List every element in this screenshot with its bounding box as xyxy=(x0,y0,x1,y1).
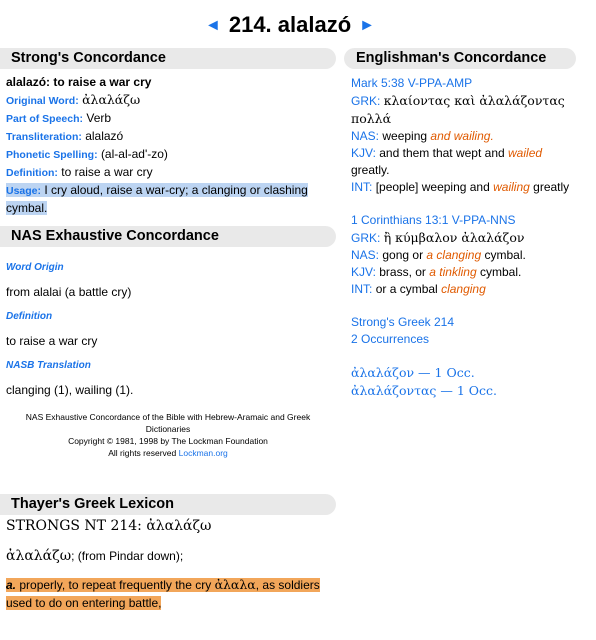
v1-kjv-label: KJV: xyxy=(351,146,376,160)
left-column xyxy=(0,48,336,612)
definition-label: Definition: xyxy=(6,167,58,179)
translit-value: alalazó xyxy=(85,129,124,143)
verse-ref-corinthians[interactable]: 1 Corinthians 13:1 V-PPA-NNS xyxy=(351,213,516,227)
v1-int-a: [people] weeping and xyxy=(375,180,490,194)
v1-kjv-a: and them that wept and xyxy=(379,146,505,160)
usage-label: Usage: xyxy=(6,185,42,197)
v2-kjv-c: cymbal. xyxy=(480,265,522,279)
sense-text-2: , as soldiers used to do on entering battle, xyxy=(6,578,320,610)
phonetic-value: (al-al-ad'-zo) xyxy=(100,147,168,161)
v1-int-b: wailing xyxy=(493,180,530,194)
v2-int-b: clanging xyxy=(441,282,486,296)
strongs-headline: alalazó: to raise a war cry xyxy=(6,75,152,89)
v2-kjv-a: brass, or xyxy=(379,265,426,279)
v1-nas-a: weeping xyxy=(382,129,428,143)
lockman-link[interactable]: Lockman.org xyxy=(178,448,228,458)
copyright-line-1: NAS Exhaustive Concordance of the Bible with Hebrew-Aramaic and Greek Dictionaries xyxy=(25,412,311,434)
v1-int-c: greatly xyxy=(533,180,570,194)
v1-kjv-b: wailed xyxy=(508,146,543,160)
v1-nas-label: NAS: xyxy=(351,129,380,143)
thayer-entry-greek: ἀλαλάζω xyxy=(6,548,72,564)
form-link-2[interactable]: ἀλαλάζοντας — 1 Occ. xyxy=(351,383,498,398)
sense-greek: ἀλαλα xyxy=(214,577,256,592)
v2-nas-c: cymbal. xyxy=(484,248,526,262)
pos-value: Verb xyxy=(86,111,112,125)
right-column xyxy=(344,48,576,400)
v1-kjv-c: greatly. xyxy=(351,163,390,177)
next-arrow-icon[interactable]: ► xyxy=(359,17,375,34)
v1-int-label: INT: xyxy=(351,180,373,194)
v1-nas-b: and wailing. xyxy=(430,129,494,143)
original-word-label: Original Word: xyxy=(6,95,79,107)
sense-letter: a. xyxy=(6,578,17,592)
word-origin-value: from alalai (a battle cry) xyxy=(6,285,132,299)
strongs-greek-link[interactable]: Strong's Greek 214 xyxy=(351,315,455,329)
v1-grk-label: GRK: xyxy=(351,94,381,108)
v2-grk: ἢ κύμβαλον ἀλαλάζον xyxy=(383,230,525,245)
occurrences-link[interactable]: 2 Occurrences xyxy=(351,332,430,346)
definition-value: to raise a war cry xyxy=(61,165,153,179)
word-origin-label: Word Origin xyxy=(6,262,64,273)
prev-arrow-icon[interactable]: ◄ xyxy=(205,17,221,34)
nas-header: NAS Exhaustive Concordance xyxy=(0,226,336,247)
title-text: 214. alalazó xyxy=(228,12,352,37)
translit-label: Transliteration: xyxy=(6,131,82,143)
strongs-header: Strong's Concordance xyxy=(0,48,336,69)
englishman-header: Englishman's Concordance xyxy=(344,48,576,69)
nas-definition-value: to raise a war cry xyxy=(6,334,98,348)
copyright-line-3: All rights reserved xyxy=(108,448,177,458)
copyright-line-2: Copyright © 1981, 1998 by The Lockman Foundation xyxy=(68,436,268,446)
thayer-strongs-line: STRONGS NT 214: ἀλαλάζω xyxy=(6,518,212,534)
verse-ref-mark[interactable]: Mark 5:38 V-PPA-AMP xyxy=(351,76,473,90)
copyright-block xyxy=(18,411,318,459)
v2-grk-label: GRK: xyxy=(351,231,381,245)
sense-text-1: properly, to repeat frequently the cry xyxy=(16,578,215,592)
nasb-translation-label: NASB Translation xyxy=(6,360,91,371)
page-title xyxy=(0,12,580,38)
v2-kjv-b: a tinkling xyxy=(429,265,477,279)
nasb-translation-value: clanging (1), wailing (1). xyxy=(6,383,134,397)
v2-kjv-label: KJV: xyxy=(351,265,376,279)
original-word: ἀλαλάζω xyxy=(82,92,141,107)
v2-nas-a: gong or xyxy=(382,248,424,262)
phonetic-label: Phonetic Spelling: xyxy=(6,149,98,161)
form-link-1[interactable]: ἀλαλάζον — 1 Occ. xyxy=(351,365,475,380)
v2-nas-b: a clanging xyxy=(426,248,482,262)
v2-int-a: or a cymbal xyxy=(375,282,438,296)
v1-grk: κλαίοντας καὶ ἀλαλάζοντας πολλά xyxy=(351,93,565,126)
thayer-entry-rest: ; (from Pindar down); xyxy=(71,549,184,563)
v2-int-label: INT: xyxy=(351,282,373,296)
usage-value: I cry aloud, raise a war-cry; a clanging or clashing cymbal. xyxy=(6,183,308,215)
pos-label: Part of Speech: xyxy=(6,113,84,125)
nas-definition-label: Definition xyxy=(6,311,53,322)
thayer-header: Thayer's Greek Lexicon xyxy=(0,494,336,515)
v2-nas-label: NAS: xyxy=(351,248,380,262)
